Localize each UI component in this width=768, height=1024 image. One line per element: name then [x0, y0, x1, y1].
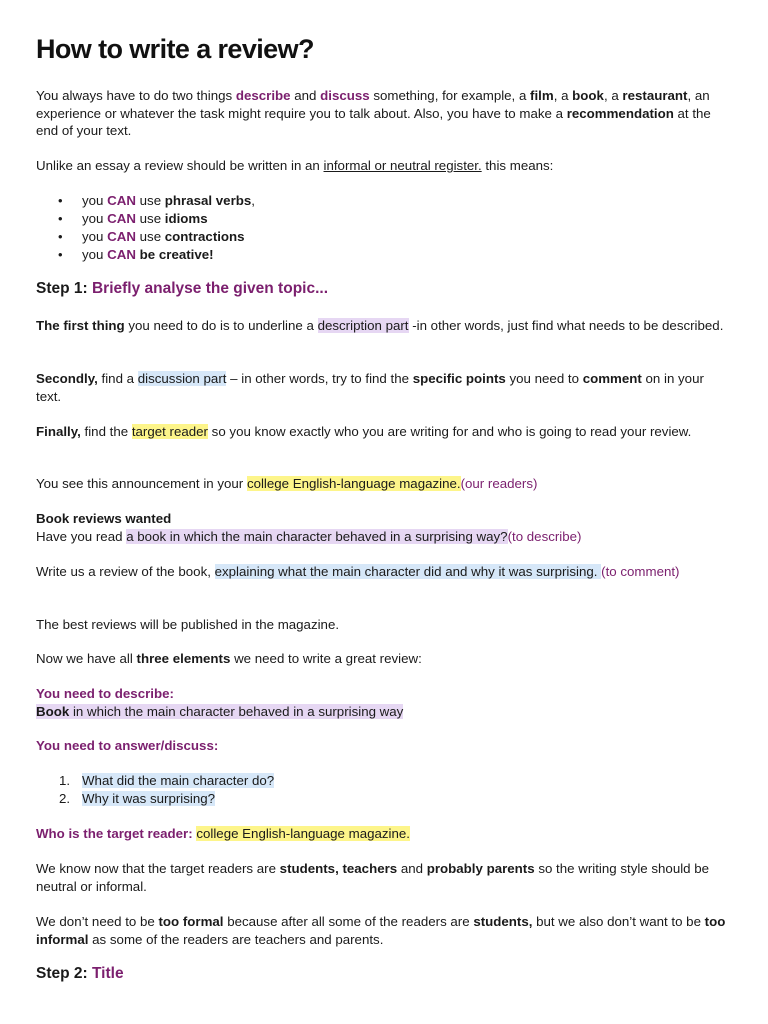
answer-list [36, 772, 732, 808]
register-underlined: informal or neutral register. [323, 158, 482, 173]
step2-title: Title [91, 965, 124, 982]
keyword-describe: describe [235, 88, 291, 103]
keyword-recommendation: recommendation [566, 105, 674, 121]
page-title: How to write a review? [36, 34, 314, 64]
intro-text-2: and [290, 88, 321, 103]
magazine-highlight: college English-language magazine. [246, 476, 461, 491]
first-thing-paragraph: The first thing you need to do is to underline a description part -in other words, just find what needs to be described. [36, 318, 724, 333]
list-item: • you CAN use phrasal verbs, [36, 192, 732, 210]
book-description-highlight: a book in which the main character behaved in a surprising way? [126, 529, 508, 544]
can-list [36, 192, 732, 264]
finally-paragraph: Finally, find the target reader so you know exactly who you are writing for and who is going to read your review. [36, 424, 692, 439]
list-item: • you CAN be creative! [36, 246, 732, 264]
intro-text-1: You always have to do two things [36, 88, 236, 103]
secondly-paragraph: Secondly, find a discussion part – in other words, try to find the specific points you need to comment on in your text. [36, 371, 704, 404]
list-item: 2. Why it was surprising? [59, 791, 216, 806]
list-item: • you CAN use idioms [36, 210, 732, 228]
step2-label: Step 2: [36, 965, 92, 982]
explaining-highlight: explaining what the main character did and why it was surprising. [214, 564, 602, 579]
need-answer-label: You need to answer/discuss: [36, 738, 219, 753]
book-reviews-heading: Book reviews wanted [36, 511, 172, 526]
keyword-book: book [572, 88, 604, 103]
step2-heading [36, 965, 732, 983]
intro-paragraph [36, 87, 732, 140]
keyword-film: film [530, 88, 554, 103]
keyword-restaurant: restaurant [622, 88, 688, 103]
to-describe-note: (to describe) [507, 529, 582, 544]
discussion-part-highlight: discussion part [137, 371, 227, 386]
intro-text-5: , a [603, 88, 623, 103]
write-us-paragraph: Write us a review of the book, explaining what the main character did and why it was surprising. (to comment) [36, 564, 680, 579]
target-reader-line: Who is the target reader: college English-language magazine. [36, 826, 410, 841]
list-item: • you CAN use contractions [36, 228, 732, 246]
step1-heading [36, 280, 732, 298]
readers-paragraph: We know now that the target readers are students, teachers and probably parents so the writing style should be neutral or informal. [36, 861, 710, 894]
step1-title: Briefly analyse the given topic... [91, 280, 329, 297]
target-reader-highlight: target reader [131, 424, 208, 439]
intro-text-6: , an experience or whatever the task might require you to talk about. Also, you have to make a [36, 88, 710, 121]
intro-text-7: at the end of your text. [36, 105, 711, 138]
three-elements-paragraph: Now we have all three elements we need to write a great review: [36, 651, 422, 666]
register-text-1: Unlike an essay a review should be written in an [36, 158, 324, 173]
intro-text-4: , a [553, 88, 573, 103]
best-reviews-paragraph: The best reviews will be published in the magazine. [36, 617, 340, 632]
book-question: Have you read a book in which the main character behaved in a surprising way?(to describe) [36, 529, 582, 544]
need-describe-text: Book in which the main character behaved in a surprising way [36, 704, 404, 719]
our-readers-note: (our readers) [460, 476, 538, 491]
keyword-discuss: discuss [320, 88, 370, 103]
announcement-paragraph: You see this announcement in your college English-language magazine.(our readers) [36, 476, 538, 491]
register-paragraph [36, 157, 732, 175]
list-item: 1. What did the main character do? [59, 773, 275, 788]
intro-text-3: something, for example, a [369, 88, 531, 103]
description-part-highlight: description part [317, 318, 409, 333]
target-magazine-highlight: college English-language magazine. [196, 826, 410, 841]
step1-label: Step 1: [36, 280, 92, 297]
to-comment-note: (to comment) [601, 564, 680, 579]
register-text-2: this means: [481, 158, 554, 173]
need-describe-label: You need to describe: [36, 686, 174, 701]
formal-paragraph: We don’t need to be too formal because after all some of the readers are students, but we also don’t want to be too informal as some of the readers are teachers and parents. [36, 914, 726, 947]
